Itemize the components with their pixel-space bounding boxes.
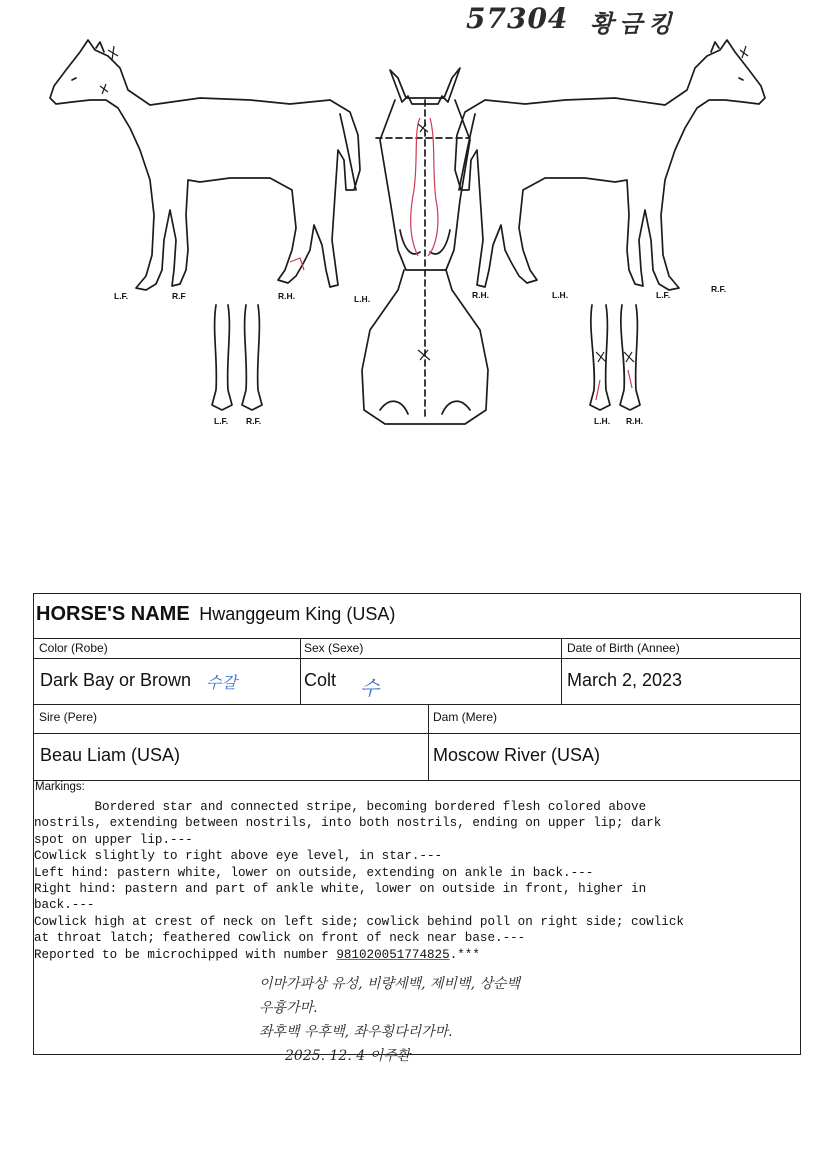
right-side-horse-outline xyxy=(455,40,765,290)
dob-value: March 2, 2023 xyxy=(567,670,683,690)
horse-identification-diagram xyxy=(0,0,815,440)
label-left-rh: R.H. xyxy=(278,291,295,301)
header-stamp-name: 황금킹 xyxy=(590,9,678,38)
label-right-rh: R.H. xyxy=(472,290,489,300)
sex-note: 수 xyxy=(360,676,380,700)
left-side-horse-outline xyxy=(50,40,360,290)
label-left-lh: L.H. xyxy=(354,294,371,304)
dam-value: Moscow River (USA) xyxy=(433,745,601,765)
handwritten-notes xyxy=(259,972,520,1068)
cowlick-marks xyxy=(100,46,748,362)
handwritten-line: 좌후백 우후백, 좌우횡다리가마. xyxy=(259,1024,453,1040)
divider xyxy=(428,704,429,780)
color-value: Dark Bay or Brown xyxy=(40,670,192,690)
front-legs-outline-left xyxy=(212,305,262,410)
header-stamp-number: 57304 xyxy=(466,2,569,35)
label-right-lh: L.H. xyxy=(552,290,569,300)
handwritten-line: 이마가파상 유성, 비량세백, 제비백, 상순백 xyxy=(259,976,521,992)
divider xyxy=(34,780,800,781)
label-front-lf: L.F. xyxy=(214,416,229,426)
divider xyxy=(300,638,301,704)
markings-description xyxy=(34,799,800,963)
markings-label: Markings: xyxy=(35,781,85,793)
markings-text: Bordered star and connected stripe, becoming bordered flesh colored above nostrils, extending between nostrils, into both nostrils, ending on upper lip; dark spot on upper lip.--- Cowlick slightly to right above eye level, in star.--- Left hind: pastern white, lower on outside, extending on ankle in back.--- Right hind: pastern and part of ankle white, lower on outside in front, higher in back.--- Cowlick high at crest of neck on left side; cowlick behind poll on right side; cowlick at throat latch; feathered cowlick on front of neck near base.--- Reported to be microchipped with number xyxy=(34,800,684,962)
front-view-head-outline xyxy=(362,68,488,424)
marking-annotations xyxy=(290,118,632,400)
horse-registration-form xyxy=(33,593,801,1064)
sire-value: Beau Liam (USA) xyxy=(40,745,181,765)
markings-end: .*** xyxy=(449,947,480,962)
label-hind-rh: R.H. xyxy=(626,416,643,426)
divider xyxy=(34,638,800,639)
microchip-number: 981020051774825 xyxy=(336,947,450,962)
handwritten-line: 2025. 12. 4 이주환 xyxy=(285,1048,411,1064)
horse-name-value: Hwanggeum King (USA) xyxy=(199,604,396,624)
label-left-lf: L.F. xyxy=(114,291,129,301)
color-note: 수갈 xyxy=(206,673,237,692)
handwritten-line: 우흉가마. xyxy=(259,1000,318,1016)
horse-name-row xyxy=(36,603,395,626)
dam-label: Dam (Mere) xyxy=(433,710,498,724)
divider xyxy=(34,658,800,659)
sex-value: Colt xyxy=(304,670,337,690)
label-right-lf: L.F. xyxy=(656,290,671,300)
sex-label: Sex (Sexe) xyxy=(304,641,364,655)
divider xyxy=(561,638,562,704)
label-left-rf: R.F xyxy=(172,291,186,301)
divider xyxy=(34,704,800,705)
label-right-rf: R.F. xyxy=(711,284,727,294)
sire-label: Sire (Pere) xyxy=(39,710,98,724)
label-front-rf: R.F. xyxy=(246,416,262,426)
horse-name-label: HORSE'S NAME xyxy=(36,603,190,625)
color-label: Color (Robe) xyxy=(39,641,108,655)
dob-label: Date of Birth (Annee) xyxy=(567,641,680,655)
divider xyxy=(34,733,800,734)
label-hind-lh: L.H. xyxy=(594,416,611,426)
